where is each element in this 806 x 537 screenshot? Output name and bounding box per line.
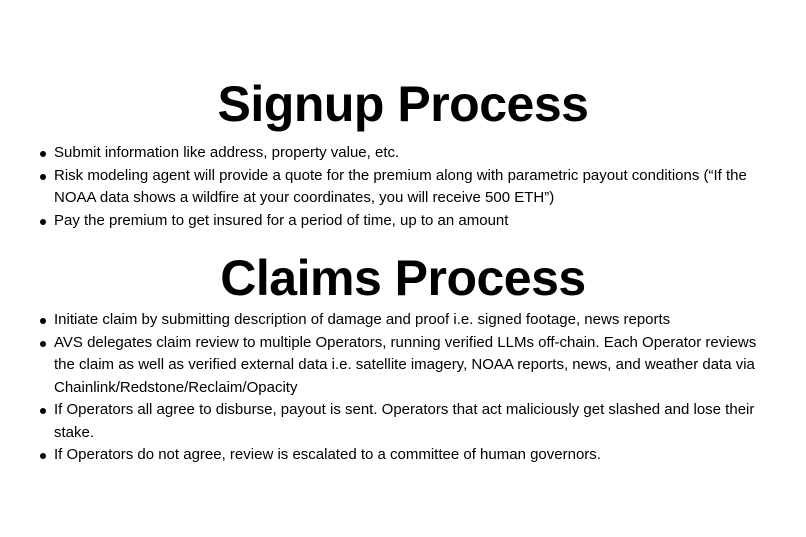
list-item: [38, 210, 778, 233]
bullet-dot-icon: [40, 453, 46, 459]
bullet-dot-icon: [40, 408, 46, 414]
list-item-text: If Operators do not agree, review is escalated to a committee of human governors.: [54, 446, 601, 463]
claims-process-list: [38, 309, 778, 467]
signup-process-list: [38, 142, 778, 232]
bullet-dot-icon: [40, 318, 46, 324]
list-item: [38, 165, 778, 210]
bullet-dot-icon: [40, 174, 46, 180]
bullet-dot-icon: [40, 341, 46, 347]
list-item: [38, 332, 778, 400]
list-item: [38, 309, 778, 332]
claims-process-title: Claims Process: [220, 250, 586, 306]
list-item: [38, 142, 778, 165]
list-item: [38, 399, 778, 444]
list-item: [38, 444, 778, 467]
list-item-text: Submit information like address, property value, etc.: [54, 144, 400, 161]
list-item-text: Pay the premium to get insured for a period of time, up to an amount: [54, 211, 509, 229]
bullet-dot-icon: [40, 151, 46, 157]
bullet-dot-icon: [40, 219, 46, 225]
list-item-text: If Operators all agree to disburse, payout is sent. Operators that act maliciously get slashed and lose their stake.: [54, 401, 755, 441]
list-item-text: Risk modeling agent will provide a quote for the premium along with parametric payout conditions (“If the NOAA data shows a wildfire at your coordinates, you will receive 500 ETH”): [54, 166, 747, 206]
list-item-text: Initiate claim by submitting description of damage and proof i.e. signed footage, news reports: [54, 311, 671, 328]
signup-process-title: Signup Process: [217, 76, 589, 132]
list-item-text: AVS delegates claim review to multiple Operators, running verified LLMs off-chain. Each Operator reviews the claim as well as verified external data i.e. satellite imagery, NOAA reports, news, and weather data via Chainlink/Redstone/Reclaim/Opacity: [54, 333, 757, 396]
